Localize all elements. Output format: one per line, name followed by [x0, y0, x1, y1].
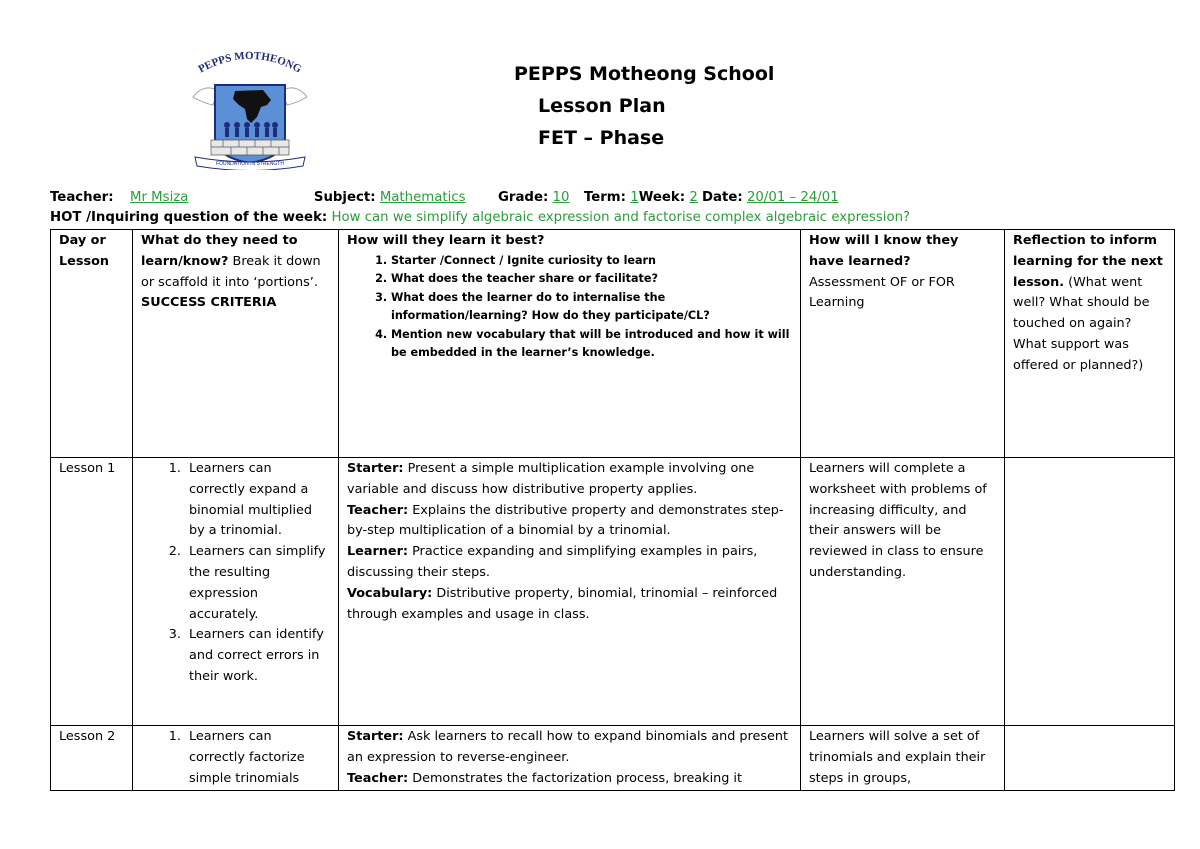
header-reflection: [1005, 230, 1175, 458]
date-label: Date:: [702, 190, 743, 205]
date-value: 20/01 – 24/01: [746, 190, 839, 205]
list-item: 3. Learners can identify and correct errors in their work.: [185, 625, 330, 687]
vocabulary-text: Distributive property, binomial, trinomial – reinforced through examples and usage in class.: [347, 585, 778, 622]
document-heading: [514, 58, 774, 154]
lesson-day: Lesson 2: [51, 726, 133, 791]
learning-activities-cell: [339, 458, 801, 726]
header-reflection-rest: (What went well? What should be touched on again? What support was offered or planned?): [1013, 274, 1150, 373]
teacher-activity-label: Teacher:: [347, 770, 409, 786]
phase-label: FET – Phase: [538, 127, 665, 149]
lesson-plan-table: [50, 229, 1175, 791]
how-learn-steps: [347, 252, 792, 363]
school-name: PEPPS Motheong School: [514, 63, 775, 85]
starter-label: Starter:: [347, 729, 404, 744]
teacher-activity-label: Teacher:: [347, 502, 409, 518]
table-row: [51, 726, 1175, 791]
vocabulary-label: Vocabulary:: [347, 585, 433, 601]
header-assessment-bold: How will I know they have learned?: [809, 233, 959, 269]
starter-text: Ask learners to recall how to expand binomials and present an expression to reverse-engineer.: [347, 729, 789, 765]
starter-label: Starter:: [347, 461, 404, 476]
how-learn-step: 1. Starter /Connect / Ignite curiosity to learn: [391, 252, 792, 271]
header-how-learn-title: How will they learn it best?: [347, 233, 545, 248]
table-row: [51, 458, 1175, 726]
hot-question-line: [50, 210, 910, 225]
header-assessment: [801, 230, 1005, 458]
teacher-name: Mr Msiza: [130, 190, 189, 205]
success-criteria-list: [141, 727, 330, 789]
svg-text:PEPPS MOTHEONG: [196, 50, 303, 76]
subject-value: Mathematics: [379, 190, 466, 205]
header-day: Day or Lesson: [51, 230, 133, 458]
list-item: 2. Learners can simplify the resulting expression accurately.: [185, 542, 330, 625]
grade-value: 10: [552, 190, 570, 205]
header-how-learn: [339, 230, 801, 458]
assessment-cell: [801, 726, 1005, 791]
header-need-rest: Break it down or scaffold it into ‘portions’.: [141, 253, 321, 290]
week-label: Week:: [638, 190, 686, 205]
how-learn-step: 2. What does the teacher share or facilitate?: [391, 270, 792, 289]
header-assessment-rest: Assessment OF or FOR Learning: [809, 274, 955, 311]
hot-label: HOT /Inquiring question of the week:: [50, 210, 328, 225]
learner-activity-label: Learner:: [347, 544, 408, 560]
learner-activity-text: Practice expanding and simplifying examples in pairs, discussing their steps.: [347, 544, 758, 580]
logo-motto: FOUNDATION IN STRENGTH: [216, 161, 284, 167]
teacher-activity-text: Explains the distributive property and demonstrates step-by-step multiplication of a binomial by a trinomial.: [347, 502, 784, 539]
list-item: 1. Learners can correctly expand a binomial multiplied by a trinomial.: [185, 459, 330, 542]
assessment-cell: Learners will complete a worksheet with problems of increasing difficulty, and their answers will be reviewed in class to ensure understanding.: [801, 458, 1005, 726]
header-success-criteria: SUCCESS CRITERIA: [141, 295, 277, 311]
starter-text: Present a simple multiplication example involving one variable and discuss how distributive property applies.: [347, 461, 755, 497]
how-learn-step: 4. Mention new vocabulary that will be introduced and how it will be embedded in the learner’s knowledge.: [391, 326, 792, 363]
reflection-cell: [1005, 726, 1175, 791]
how-learn-step: 3. What does the learner do to internalise the information/learning? How do they participate/CL?: [391, 289, 792, 326]
learning-activities-cell: [339, 726, 801, 791]
document-type: Lesson Plan: [538, 95, 666, 117]
lesson-meta-line: [50, 190, 839, 205]
header-need-bold: What do they need to learn/know?: [141, 233, 298, 269]
header-reflection-bold: Reflection to inform learning for the next lesson.: [1013, 233, 1163, 290]
reflection-cell: [1005, 458, 1175, 726]
teacher-label: Teacher:: [50, 190, 114, 205]
assessment-text: Learners will solve a set of trinomials and explain their steps in groups,: [809, 729, 986, 786]
hot-question: How can we simplify algebraic expression and factorise complex algebraic expression?: [331, 210, 911, 225]
term-value: 1: [630, 190, 639, 205]
grade-label: Grade:: [497, 190, 549, 205]
lesson-day: Lesson 1: [51, 458, 133, 726]
table-header-row: [51, 230, 1175, 458]
success-criteria-list: [141, 459, 330, 688]
list-item: 1. Learners can correctly factorize simple trinomials: [185, 727, 330, 789]
week-value: 2: [689, 190, 698, 205]
success-criteria-cell: [133, 726, 339, 791]
subject-label: Subject:: [313, 190, 376, 205]
school-logo: [185, 45, 315, 170]
success-criteria-cell: [133, 458, 339, 726]
header-need: [133, 230, 339, 458]
term-label: Term:: [583, 190, 626, 205]
teacher-activity-text: Demonstrates the factorization process, breaking it: [408, 770, 742, 786]
logo-top-text: PEPPS MOTHEONG: [196, 49, 304, 76]
